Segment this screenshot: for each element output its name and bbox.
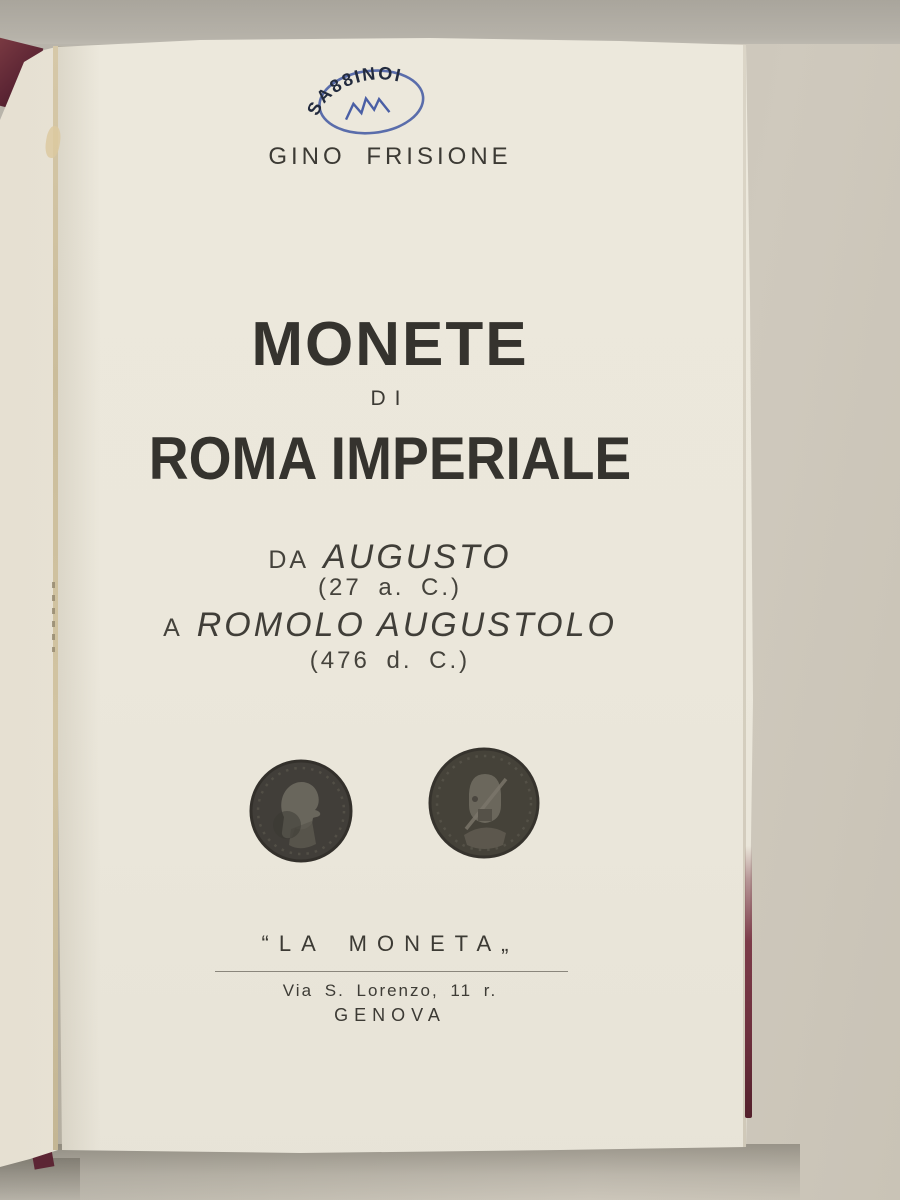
subtitle-from-line [60,540,720,574]
subtitle-to-date: (476 d. C.) [309,647,471,674]
author-name: GINO FRISIONE [268,143,512,170]
coin-shading [273,811,301,839]
mountain-zigzag-icon [344,96,390,119]
oval-library-stamp-icon [299,46,443,152]
subtitle-to-line [60,608,720,642]
publisher-divider-rule [215,971,568,972]
subtitle-from-date: (27 a. C.) [317,574,463,601]
augustus-coin-image [249,759,353,863]
book-title-line1: MONETE [251,310,529,379]
stamp-text: SA88INOI [303,63,405,119]
book-cover-edge-right [745,846,752,1118]
stamp-text-holder [299,60,409,120]
book-shadow [0,1144,800,1200]
publisher-city: GENOVA [334,1005,446,1025]
subtitle-from-name: AUGUSTO [323,538,512,576]
romulus-augustulus-coin-image [428,747,540,859]
book-title-line2: DI [370,387,410,410]
subtitle-to-name: ROMOLO AUGUSTOLO [196,606,617,644]
publisher-name: “LA MONETA„ [261,931,519,956]
cuirass-detail [478,809,492,821]
gutter-binding-threads [52,582,55,652]
subtitle-from-prefix: DA [268,546,310,574]
book-title-line3: ROMA IMPERIALE [148,425,632,492]
subtitle-to-prefix: A [163,614,183,642]
face-shading [472,796,478,802]
publisher-address: Via S. Lorenzo, 11 r. [282,981,498,1000]
table-surface-top [0,0,900,44]
